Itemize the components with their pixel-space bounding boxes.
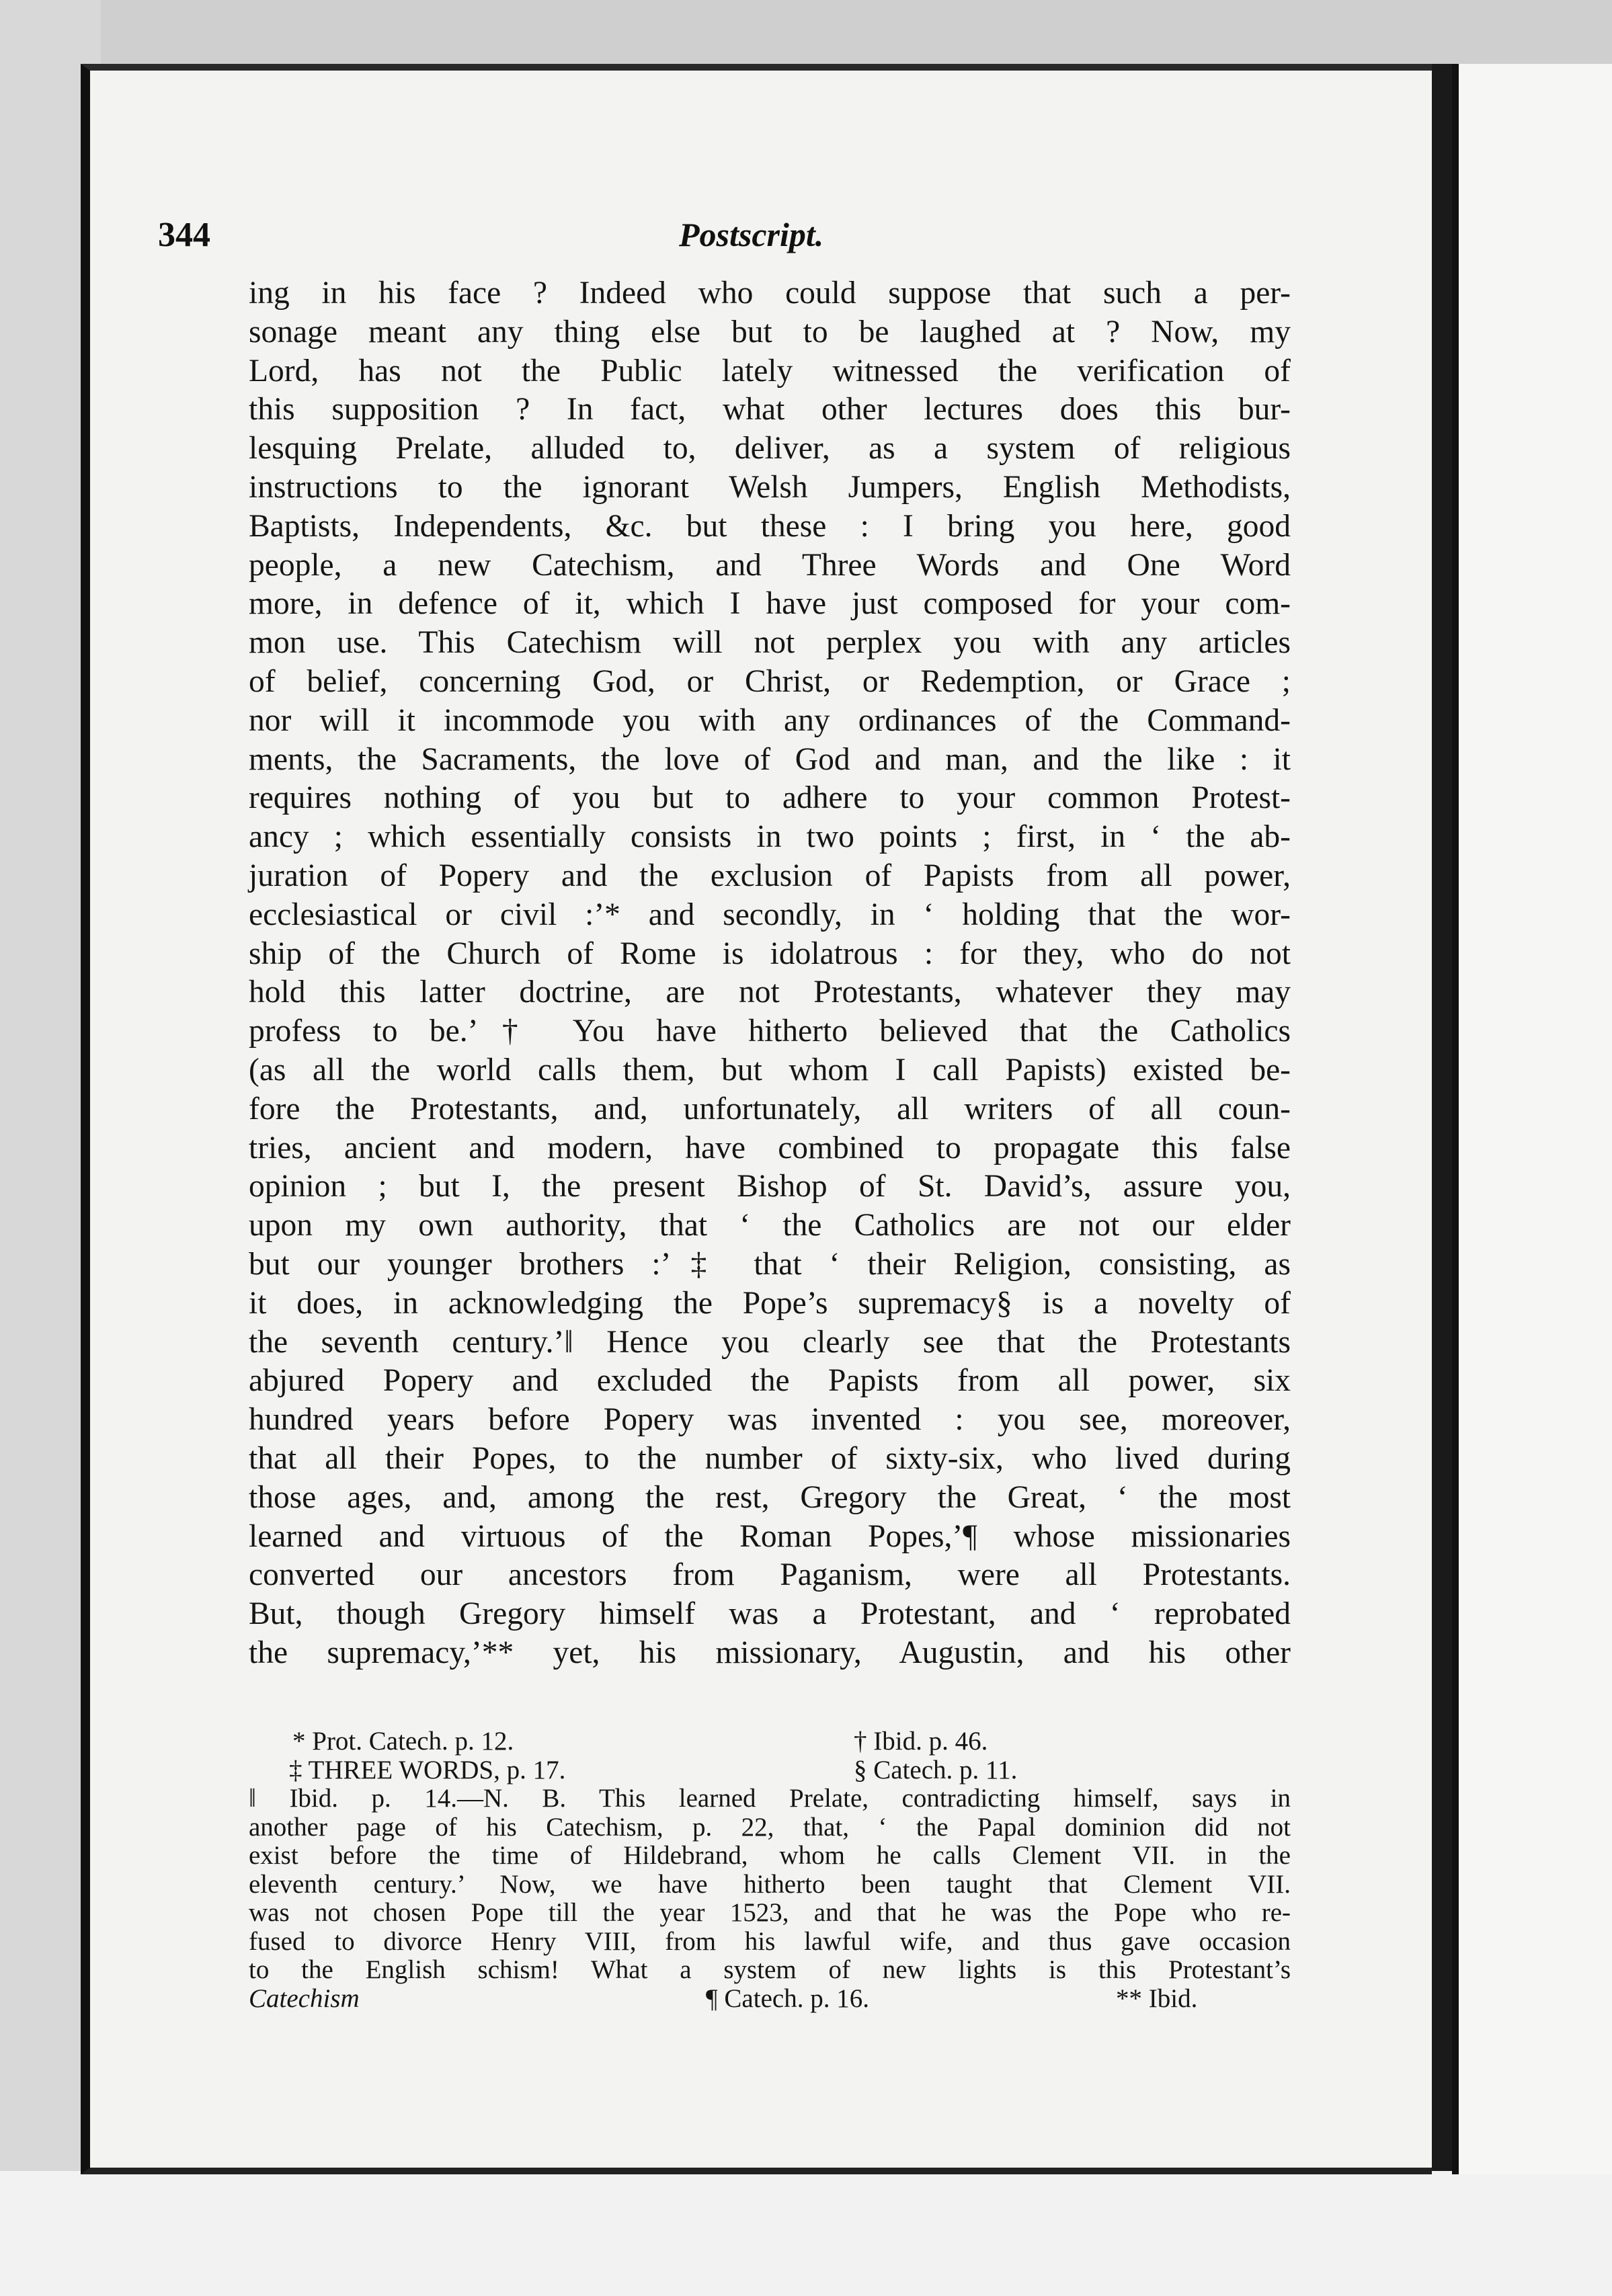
footnote-double-dagger: ‡ THREE WORDS, p. 17. — [289, 1755, 566, 1785]
footnote-line: to the English schism! What a system of new lights is this Protestant’s — [249, 1955, 1291, 1984]
body-line: the supremacy,’** yet, his missionary, Augustin, and his other — [249, 1635, 1291, 1670]
page-header — [158, 215, 1294, 269]
body-line: hundred years before Popery was invented : you see, moreover, — [249, 1402, 1291, 1438]
footnote-line: exist before the time of Hildebrand, whom he calls Clement VII. in the — [249, 1841, 1291, 1870]
body-text — [249, 274, 1291, 1673]
body-line: hold this latter doctrine, are not Protestants, whatever they may — [249, 975, 1291, 1010]
scan-bottom-margin — [0, 2171, 1612, 2296]
body-line: profess to be.’† You have hitherto believed that the Catholics — [249, 1014, 1291, 1049]
body-line: that all their Popes, to the number of sixty-six, who lived during — [249, 1440, 1291, 1476]
body-line: ancy ; which essentially consists in two points ; first, in ‘ the ab- — [249, 819, 1291, 855]
footnote-row — [249, 1727, 1291, 1756]
body-line: opinion ; but I, the present Bishop of St. David’s, assure you, — [249, 1169, 1291, 1204]
body-line: learned and virtuous of the Roman Popes,’¶ whose missionaries — [249, 1518, 1291, 1554]
body-line: converted our ancestors from Paganism, were all Protestants. — [249, 1557, 1291, 1593]
footnote-pilcrow: ¶ Catech. p. 16. — [706, 1983, 869, 2013]
body-line: but our younger brothers :’‡ that ‘ their Religion, consisting, as — [249, 1246, 1291, 1282]
body-line: this supposition ? In fact, what other lectures does this bur- — [249, 392, 1291, 427]
footnote-star: * Prot. Catech. p. 12. — [292, 1727, 514, 1756]
adjacent-page-edge — [1452, 64, 1612, 2174]
scan-top-margin — [0, 0, 1612, 64]
body-line: ecclesiastical or civil :’* and secondly, in ‘ holding that the wor- — [249, 897, 1291, 932]
body-line: people, a new Catechism, and Three Words and One Word — [249, 547, 1291, 583]
footnote-row — [249, 1985, 1291, 2014]
body-line: the seventh century.’‖ Hence you clearly see that the Protestants — [249, 1324, 1291, 1360]
body-line: abjured Popery and excluded the Papists from all power, six — [249, 1363, 1291, 1399]
footnote-line: fused to divorce Henry VIII, from his lawful wife, and thus gave occasion — [249, 1926, 1291, 1956]
footnotes — [249, 1727, 1291, 2013]
footnote-continuation: Catechism — [249, 1983, 360, 2013]
body-line: tries, ancient and modern, have combined to propagate this false — [249, 1130, 1291, 1165]
footnote-line: eleventh century.’ Now, we have hitherto been taught that Clement VII. — [249, 1869, 1291, 1899]
body-line: requires nothing of you but to adhere to your common Protest- — [249, 780, 1291, 816]
body-line: nor will it incommode you with any ordinances of the Command- — [249, 702, 1291, 738]
running-title: Postscript. — [679, 216, 824, 253]
footnote-line: ‖ Ibid. p. 14.—N. B. This learned Prelate, contradicting himself, says in — [249, 1784, 1291, 1813]
body-line: upon my own authority, that ‘ the Catholics are not our elder — [249, 1208, 1291, 1243]
body-line: juration of Popery and the exclusion of Papists from all power, — [249, 858, 1291, 893]
footnote-line: another page of his Catechism, p. 22, that, ‘ the Papal dominion did not — [249, 1812, 1291, 1842]
body-line: Lord, has not the Public lately witnessed the verification of — [249, 353, 1291, 388]
footnote-section: § Catech. p. 11. — [854, 1755, 1018, 1785]
footnote-long-note — [249, 1785, 1291, 1985]
body-line: fore the Protestants, and, unfortunately, all writers of all coun- — [249, 1091, 1291, 1126]
body-line: ments, the Sacraments, the love of God and man, and the like : it — [249, 741, 1291, 777]
footnote-double-star: ** Ibid. — [1116, 1983, 1198, 2013]
body-line: ship of the Church of Rome is idolatrous : for they, who do not — [249, 936, 1291, 971]
body-line: lesquing Prelate, alluded to, deliver, as a system of religious — [249, 431, 1291, 466]
body-line: it does, in acknowledging the Pope’s supremacy§ is a novelty of — [249, 1285, 1291, 1321]
body-line: ing in his face ? Indeed who could suppose that such a per- — [249, 276, 1291, 311]
footnote-line: was not chosen Pope till the year 1523, and that he was the Pope who re- — [249, 1898, 1291, 1927]
page-number: 344 — [158, 216, 210, 254]
body-line: sonage meant any thing else but to be laughed at ? Now, my — [249, 314, 1291, 350]
footnote-dagger: † Ibid. p. 46. — [854, 1727, 988, 1756]
body-line: (as all the world calls them, but whom I call Papists) existed be- — [249, 1052, 1291, 1088]
body-line: of belief, concerning God, or Christ, or Redemption, or Grace ; — [249, 663, 1291, 699]
body-line: more, in defence of it, which I have just composed for your com- — [249, 586, 1291, 622]
footnote-row — [249, 1756, 1291, 1785]
body-line: Baptists, Independents, &c. but these : I bring you here, good — [249, 508, 1291, 544]
body-line: instructions to the ignorant Welsh Jumpers, English Methodists, — [249, 469, 1291, 505]
body-line: But, though Gregory himself was a Protestant, and ‘ reprobated — [249, 1596, 1291, 1632]
body-line: mon use. This Catechism will not perplex you with any articles — [249, 625, 1291, 661]
body-line: those ages, and, among the rest, Gregory the Great, ‘ the most — [249, 1479, 1291, 1515]
